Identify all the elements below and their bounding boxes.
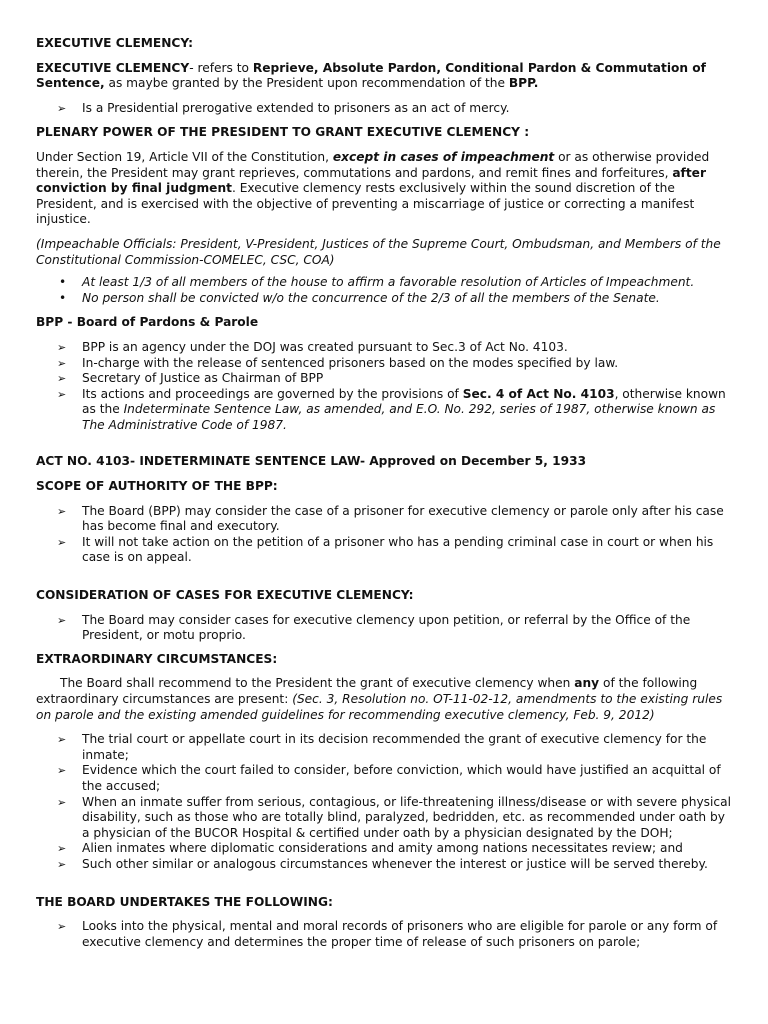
list-item: ➢ In-charge with the release of sentenced prisoners based on the modes specified by law.	[57, 355, 619, 370]
arrow-bullet-icon: ➢	[57, 504, 67, 518]
arrow-bullet-icon: ➢	[57, 857, 67, 871]
list-item: ➢ The trial court or appellate court in its decision recommended the grant of executive clemency for the inmate;	[57, 732, 707, 762]
heading-scope-of-authority: SCOPE OF AUTHORITY OF THE BPP:	[36, 479, 278, 494]
list-item: ➢ Secretary of Justice as Chairman of BPP	[57, 371, 324, 386]
consideration-list	[36, 613, 734, 644]
list-item: ➢ Looks into the physical, mental and moral records of prisoners who are eligible for parole or any form of executive clemency and determines the proper time of release of such prisoners on parole;	[57, 919, 718, 949]
list-item: ➢ Is a Presidential prerogative extended to prisoners as an act of mercy.	[57, 100, 510, 115]
arrow-bullet-icon: ➢	[57, 535, 67, 549]
dot-bullet-icon: •	[59, 290, 67, 305]
list-item: ➢ Such other similar or analogous circumstances whenever the interest or justice will be served thereby.	[57, 856, 708, 871]
list-item: ➢ When an inmate suffer from serious, contagious, or life-threatening illness/disease or with severe physical disability, such as those who are totally blind, paralyzed, bedridden, etc. as recommended under oath by a physician of the BUCOR Hospital & certified under oath by a physician designated by the DOH;	[57, 794, 731, 840]
scope-list	[36, 504, 734, 566]
arrow-bullet-icon: ➢	[57, 356, 67, 370]
board-undertakes-list	[36, 919, 734, 950]
heading-plenary-power: PLENARY POWER OF THE PRESIDENT TO GRANT EXECUTIVE CLEMENCY :	[36, 125, 530, 140]
arrow-bullet-icon: ➢	[57, 920, 67, 934]
list-item: ➢ The Board (BPP) may consider the case of a prisoner for executive clemency or parole only after his case has become final and executory.	[57, 503, 724, 534]
heading-consideration-of-cases: CONSIDERATION OF CASES FOR EXECUTIVE CLEMENCY:	[36, 588, 414, 603]
arrow-bullet-icon: ➢	[57, 387, 67, 401]
list-item: ➢ It will not take action on the petition of a prisoner who has a pending criminal case in court or when his case is on appeal.	[57, 534, 714, 565]
executive-clemency-definition: EXECUTIVE CLEMENCY- refers to Reprieve, Absolute Pardon, Conditional Pardon & Commutation of Sentence, as maybe granted by the President upon recommendation of the BPP.	[36, 60, 706, 91]
arrow-bullet-icon: ➢	[57, 733, 67, 747]
arrow-bullet-icon: ➢	[57, 613, 67, 627]
bpp-list	[36, 340, 734, 434]
list-item: • At least 1/3 of all members of the house to affirm a favorable resolution of Articles of Impeachment.	[59, 275, 695, 290]
arrow-bullet-icon: ➢	[57, 764, 67, 778]
heading-executive-clemency: EXECUTIVE CLEMENCY:	[36, 36, 194, 50]
arrow-bullet-icon: ➢	[57, 795, 67, 809]
executive-clemency-list	[36, 101, 734, 117]
list-item: ➢ Alien inmates where diplomatic considerations and amity among nations necessitates review; and	[57, 841, 683, 856]
list-item: • No person shall be convicted w/o the concurrence of the 2/3 of all the members of the Senate.	[59, 290, 660, 305]
heading-bpp: BPP - Board of Pardons & Parole	[36, 315, 259, 330]
arrow-bullet-icon: ➢	[57, 842, 67, 856]
plenary-power-paragraph: Under Section 19, Article VII of the Constitution, except in cases of impeachment or as otherwise provided therein, the President may grant reprieves, commutations and pardons, and remit fines and forfeitures, after conviction by final judgment. Executive clemency rests exclusively within the sound discretion of the President, and is exercised with the objective of preventing a miscarriage of justice or correcting a manifest injustice.	[36, 149, 710, 227]
arrow-bullet-icon: ➢	[57, 101, 67, 115]
list-item: ➢ Evidence which the court failed to consider, before conviction, which would have justified an acquittal of the accused;	[57, 763, 721, 793]
arrow-bullet-icon: ➢	[57, 372, 67, 386]
heading-extraordinary-circumstances: EXTRAORDINARY CIRCUMSTANCES:	[36, 651, 278, 666]
dot-bullet-icon: •	[59, 275, 67, 290]
extraordinary-circumstances-list	[36, 732, 734, 872]
extraordinary-circumstances-paragraph: The Board shall recommend to the President the grant of executive clemency when any of the following extraordinary circumstances are present: (Sec. 3, Resolution no. OT-11-02-12, amendments to the existing rules on parole and the existing amended guidelines for recommending executive clemency, Feb. 9, 2012)	[36, 676, 723, 722]
impeachment-list	[36, 275, 734, 306]
heading-act-4103: ACT NO. 4103- INDETERMINATE SENTENCE LAW- Approved on December 5, 1933	[36, 454, 587, 469]
heading-board-undertakes: THE BOARD UNDERTAKES THE FOLLOWING:	[36, 894, 333, 909]
arrow-bullet-icon: ➢	[57, 340, 67, 354]
list-item: ➢ The Board may consider cases for executive clemency upon petition, or referral by the Office of the President, or motu proprio.	[57, 612, 691, 643]
impeachable-officials-note: (Impeachable Officials: President, V-President, Justices of the Supreme Court, Ombudsman, and Members of the Constitutional Commission-COMELEC, CSC, COA)	[36, 236, 721, 267]
list-item: ➢ BPP is an agency under the DOJ was created pursuant to Sec.3 of Act No. 4103.	[57, 339, 568, 354]
list-item: ➢ Its actions and proceedings are governed by the provisions of Sec. 4 of Act No. 4103, otherwise known as the Indeterminate Sentence Law, as amended, and E.O. No. 292, series of 1987, otherwise known as The Administrative Code of 1987.	[57, 386, 726, 432]
